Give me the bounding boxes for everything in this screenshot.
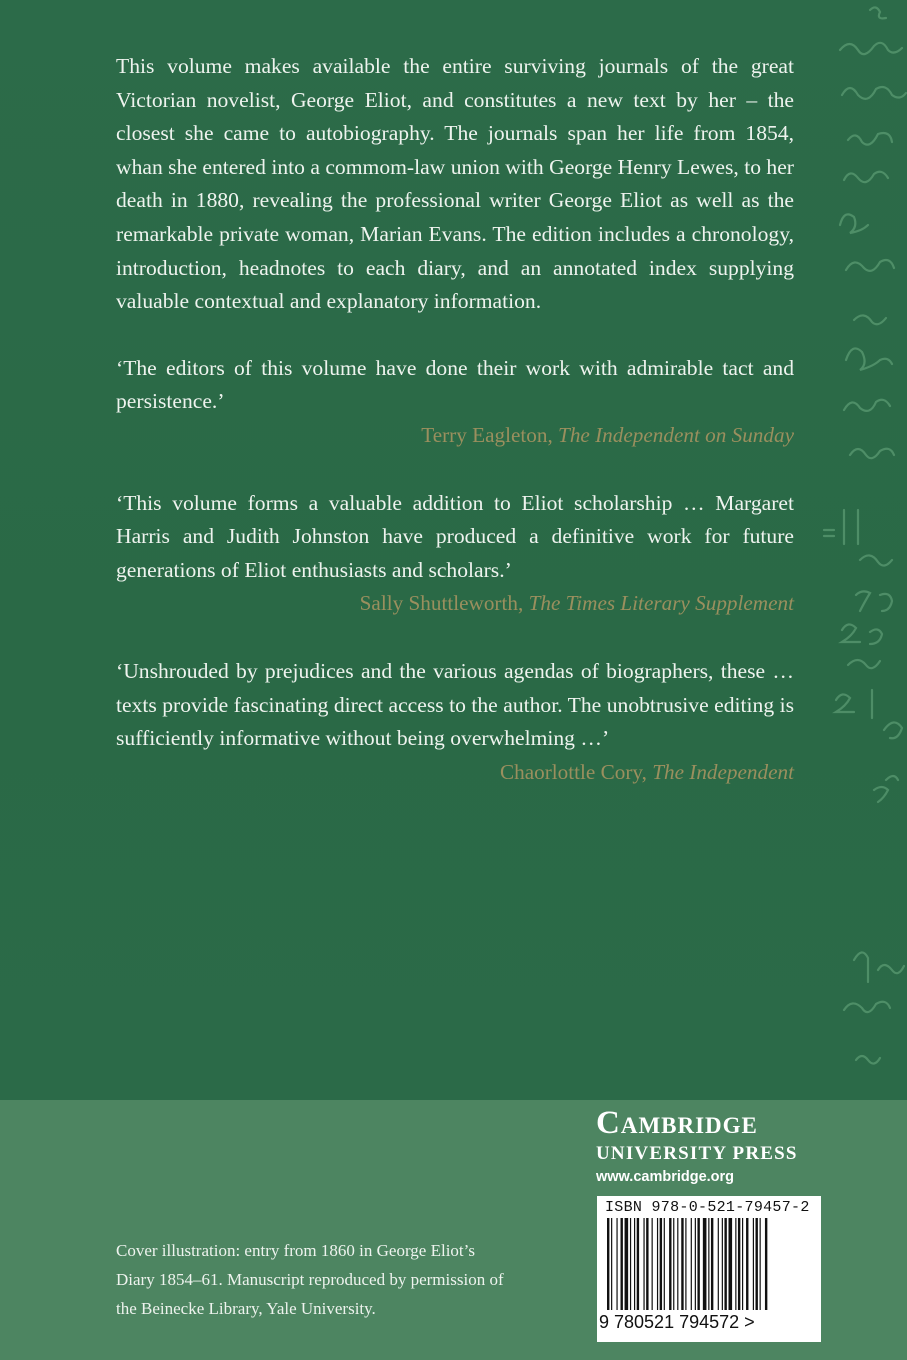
review-attribution xyxy=(116,587,794,621)
review-author: Sally Shuttleworth, xyxy=(359,591,524,616)
review-author: Terry Eagleton, xyxy=(421,422,553,447)
review-author: Chaorlottle Cory, xyxy=(499,759,647,784)
review-quote: ‘This volume forms a valuable addition to Eliot scholarship … Margaret Harris and Judith Johnston have produced a definitive work for future generations of Eliot enthusiasts and scholars.’ xyxy=(116,490,794,582)
barcode-digits: 9 780521 794572 > xyxy=(599,1312,755,1332)
publisher-url: www.cambridge.org xyxy=(596,1169,735,1185)
review-quote: ‘The editors of this volume have done their work with admirable tact and persistence.’ xyxy=(116,355,794,414)
publisher-subtitle: UNIVERSITY PRESS xyxy=(596,1143,798,1164)
review-attribution xyxy=(116,419,794,453)
review-source: The Times Literary Supplement xyxy=(528,591,794,616)
isbn-label: ISBN 978-0-521-79457-2 xyxy=(605,1199,810,1216)
review-quote: ‘Unshrouded by prejudices and the various agendas of biographers, these … texts provide fascinating direct access to the author. The unobtrusive editing is sufficiently informative without being overwhelming …’ xyxy=(116,658,794,751)
cover-illustration-credit: Cover illustration: entry from 1860 in George Eliot’s Diary 1854–61. Manuscript reproduced by permission of the Beinecke Library, Yale University. xyxy=(116,1241,504,1318)
publisher-name: Cambridge xyxy=(596,1105,758,1141)
manuscript-handwriting-illustration xyxy=(800,0,907,1100)
book-blurb: This volume makes available the entire surviving journals of the great Victorian novelist, George Eliot, and constitutes a new text by her – the closest she came to autobiography. The journals span her life from 1854, whan she entered into a commom-law union with George Henry Lewes, to her death in 1880, revealing the professional writer George Eliot as well as the remarkable private woman, Marian Evans. The edition includes a chronology, introduction, headnotes to each diary, and an annotated index supplying valuable contextual and explanatory information. xyxy=(116,54,794,314)
isbn-barcode xyxy=(597,1196,821,1342)
review-source: The Independent xyxy=(652,759,794,784)
review-source: The Independent on Sunday xyxy=(558,422,794,447)
review-attribution xyxy=(116,756,794,790)
back-cover-text xyxy=(116,50,794,823)
barcode-bars xyxy=(605,1218,813,1312)
publisher-imprint xyxy=(596,1104,824,1188)
